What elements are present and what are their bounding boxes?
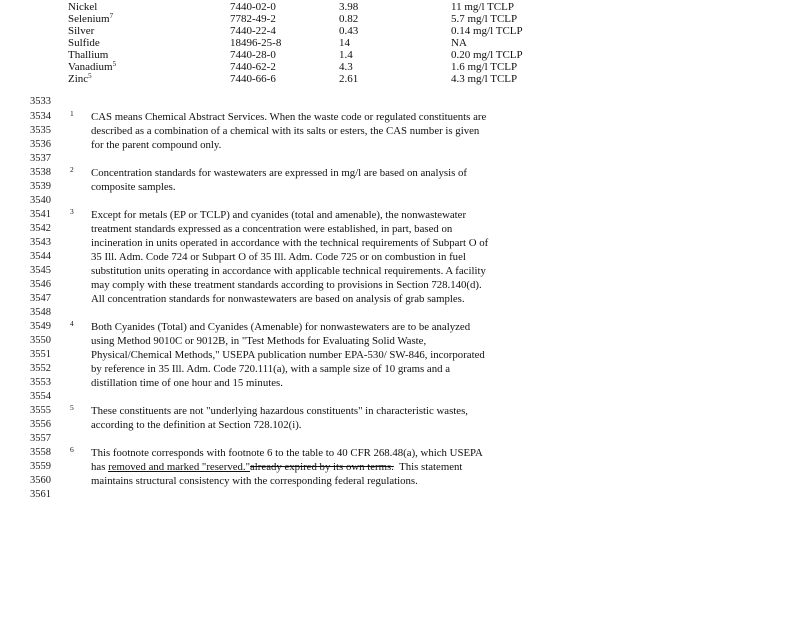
constituent-name: Silver xyxy=(68,25,95,37)
line-number: 3560 xyxy=(30,475,51,486)
footnote-ref: 5 xyxy=(88,72,92,80)
footnote-line: composite samples. xyxy=(91,181,176,193)
line-number: 3537 xyxy=(30,153,51,164)
footnote-line xyxy=(91,460,551,474)
wastewater-standard: 3.98 xyxy=(339,1,359,13)
footnote-marker: 2 xyxy=(70,165,74,174)
line-number: 3550 xyxy=(30,335,51,346)
line-number: 3536 xyxy=(30,139,51,150)
footnote-line: CAS means Chemical Abstract Services. When the waste code or regulated constituents are xyxy=(91,111,487,123)
line-number: 3546 xyxy=(30,279,51,290)
footnote-marker: 5 xyxy=(70,403,74,412)
nonwastewater-standard: 0.14 mg/l TCLP xyxy=(451,25,523,37)
constituent-name: Selenium$^7$ xyxy=(68,12,114,25)
wastewater-standard: 2.61 xyxy=(339,73,359,85)
footnote-line: substitution units operating in accordance with applicable technical requirements. A facility xyxy=(91,265,486,277)
line-number: 3547 xyxy=(30,293,51,304)
line-number: 3552 xyxy=(30,363,51,374)
deleted-text: already expired by its own terms. xyxy=(250,461,394,473)
footnote-2 xyxy=(91,166,551,194)
footnote-ref: 7 xyxy=(109,12,114,20)
line-number: 3561 xyxy=(30,489,51,500)
cas-number: 7440-02-0 xyxy=(230,1,276,13)
cas-number: 7440-62-2 xyxy=(230,61,276,73)
line-number: 3542 xyxy=(30,223,51,234)
line-number: 3534 xyxy=(30,111,51,122)
constituent-name: Nickel xyxy=(68,1,98,13)
footnote-marker: 4 xyxy=(70,319,74,328)
nonwastewater-standard: 11 mg/l TCLP xyxy=(451,1,514,13)
line-number: 3559 xyxy=(30,461,51,472)
nonwastewater-standard: 5.7 mg/l TCLP xyxy=(451,13,518,25)
constituent-name: Vanadium$^5$ xyxy=(68,60,117,73)
footnote-line: for the parent compound only. xyxy=(91,139,222,151)
footnote-line: All concentration standards for nonwastewaters are based on analysis of grab samples. xyxy=(91,293,465,305)
footnote-line: Both Cyanides (Total) and Cyanides (Amenable) for nonwastewaters are to be analyzed xyxy=(91,321,471,333)
plain-text: has xyxy=(91,461,109,473)
line-number: 3539 xyxy=(30,181,51,192)
nonwastewater-standard: 4.3 mg/l TCLP xyxy=(451,73,518,85)
footnote-line: according to the definition at Section 728.102(i). xyxy=(91,419,302,431)
constituent-name: Sulfide xyxy=(68,37,100,49)
nonwastewater-standard: 1.6 mg/l TCLP xyxy=(451,61,518,73)
line-number: 3535 xyxy=(30,125,51,136)
footnote-line: Except for metals (EP or TCLP) and cyanides (total and amenable), the nonwastewater xyxy=(91,209,467,221)
cas-number: 7440-22-4 xyxy=(230,25,276,37)
footnote-line: Concentration standards for wastewaters are expressed in mg/l are based on analysis of xyxy=(91,167,467,179)
nonwastewater-standard: 0.20 mg/l TCLP xyxy=(451,49,523,61)
wastewater-standard: 0.82 xyxy=(339,13,359,25)
footnote-4 xyxy=(91,320,551,390)
footnote-marker: 1 xyxy=(70,109,74,118)
plain-text: This statement xyxy=(393,461,463,473)
cas-number: 7440-28-0 xyxy=(230,49,276,61)
footnote-line: described as a combination of a chemical with its salts or esters, the CAS number is given xyxy=(91,125,480,137)
line-number: 3548 xyxy=(30,307,51,318)
footnote-line: maintains structural consistency with the corresponding federal regulations. xyxy=(91,475,418,487)
nonwastewater-standard: NA xyxy=(451,37,467,49)
cas-number: 18496-25-8 xyxy=(230,37,282,49)
line-number: 3544 xyxy=(30,251,51,262)
footnote-line: treatment standards expressed as a concentration were established, in part, based on xyxy=(91,223,453,235)
wastewater-standard: 1.4 xyxy=(339,49,353,61)
footnote-marker: 6 xyxy=(70,445,74,454)
line-number: 3558 xyxy=(30,447,51,458)
footnote-line: 35 Ill. Adm. Code 724 or Subpart O of 35 Ill. Adm. Code 725 or on combustion in fuel xyxy=(91,251,466,263)
cas-number: 7440-66-6 xyxy=(230,73,276,85)
footnote-5 xyxy=(91,404,551,432)
constituent-name: Zinc$^5$ xyxy=(68,72,92,85)
line-number: 3556 xyxy=(30,419,51,430)
footnote-3 xyxy=(91,208,551,306)
footnote-line: may comply with these treatment standards according to provisions in Section 728.140(d). xyxy=(91,279,482,291)
footnote-line: distillation time of one hour and 15 minutes. xyxy=(91,377,283,389)
line-number: 3554 xyxy=(30,391,51,402)
wastewater-standard: 4.3 xyxy=(339,61,353,73)
line-number: 3543 xyxy=(30,237,51,248)
line-number: 3541 xyxy=(30,209,51,220)
footnote-line: using Method 9010C or 9012B, in "Test Methods for Evaluating Solid Waste, xyxy=(91,335,427,347)
footnote-line: These constituents are not "underlying hazardous constituents" in characteristic wastes, xyxy=(91,405,468,417)
wastewater-standard: 14 xyxy=(339,37,350,49)
line-number: 3533 xyxy=(30,96,51,107)
line-number: 3551 xyxy=(30,349,51,360)
line-number: 3538 xyxy=(30,167,51,178)
footnote-line: This footnote corresponds with footnote 6 to the table to 40 CFR 268.48(a), which USEPA xyxy=(91,447,483,459)
footnote-line: incineration in units operated in accordance with the technical requirements of Subpart O of xyxy=(91,237,489,249)
inserted-text: removed and marked "reserved." xyxy=(108,461,251,473)
footnote-line: Physical/Chemical Methods," USEPA publication number EPA-530/ SW-846, incorporated xyxy=(91,349,485,361)
line-number: 3553 xyxy=(30,377,51,388)
wastewater-standard: 0.43 xyxy=(339,25,359,37)
footnote-1 xyxy=(91,110,551,152)
cas-number: 7782-49-2 xyxy=(230,13,276,25)
line-number: 3540 xyxy=(30,195,51,206)
footnote-line: by reference in 35 Ill. Adm. Code 720.111(a), with a sample size of 10 grams and a xyxy=(91,363,450,375)
constituent-name: Thallium xyxy=(68,49,109,61)
footnote-6 xyxy=(91,446,551,488)
footnote-marker: 3 xyxy=(70,207,74,216)
footnote-ref: 5 xyxy=(112,60,117,68)
line-number: 3549 xyxy=(30,321,51,332)
line-number: 3545 xyxy=(30,265,51,276)
line-number: 3555 xyxy=(30,405,51,416)
line-number: 3557 xyxy=(30,433,51,444)
